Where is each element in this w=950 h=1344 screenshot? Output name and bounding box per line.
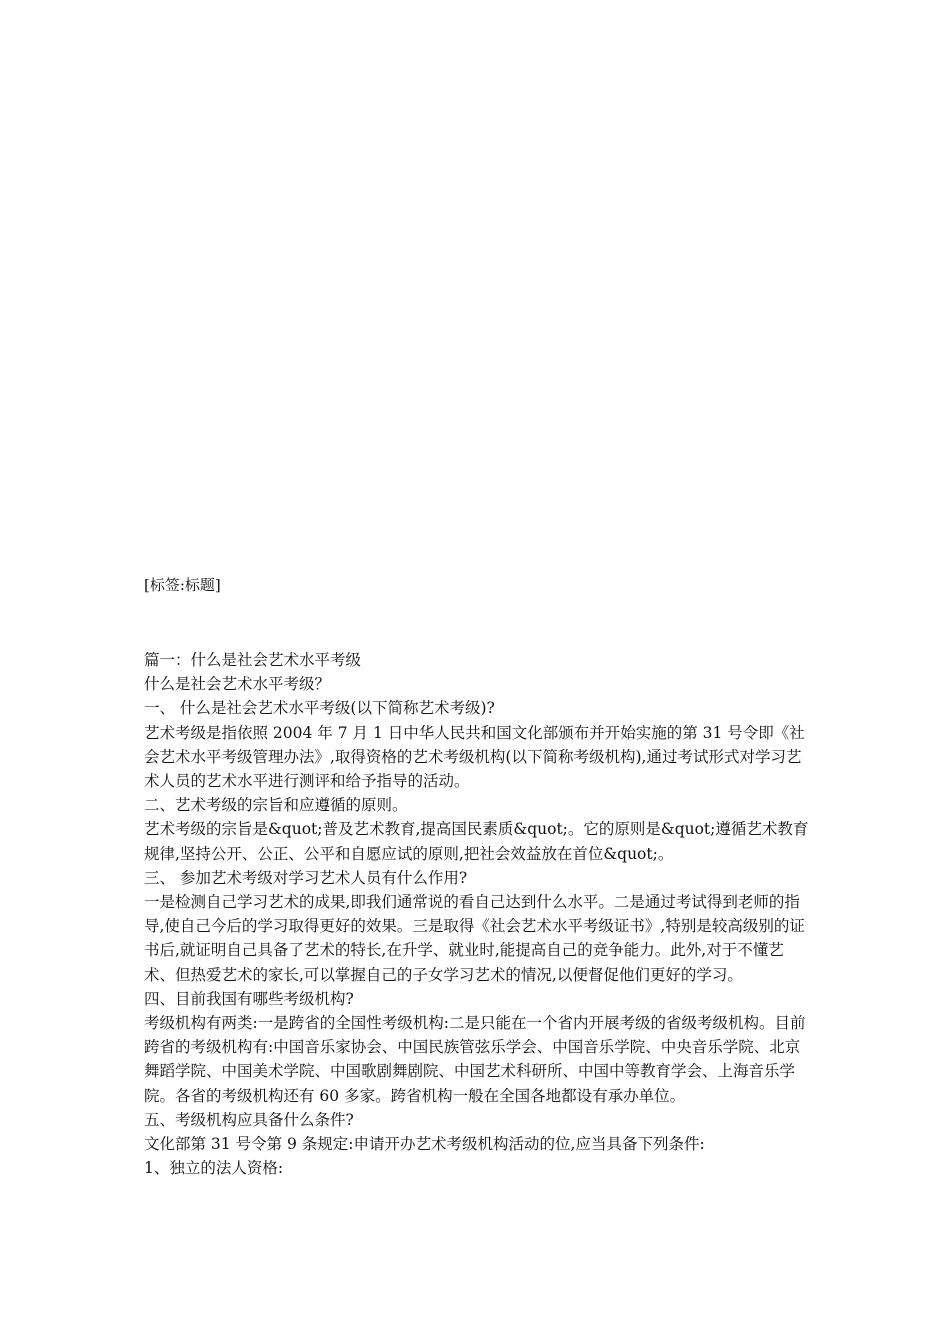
- paragraph-2: 艺术考级的宗旨是&quot;普及艺术教育,提高国民素质&quot;。它的原则是&quot;遵循艺术教育规律,坚持公开、公正、公平和自愿应试的原则,把社会效益放在首位&quot;。: [144, 820, 809, 863]
- article-subtitle: 什么是社会艺术水平考级？: [144, 675, 331, 694]
- section-heading-3: 三、 参加艺术考级对学习艺术人员有什么作用?: [144, 868, 468, 887]
- section-heading-4: 四、目前我国有哪些考级机构?: [144, 989, 354, 1008]
- paragraph-1: 艺术考级是指依照 2004 年 7 月 1 日中华人民共和国文化部颁布并开始实施的第 31 号令即《社会艺术水平考级管理办法》,取得资格的艺术考级机构(以下简称考级机构),通过考试形式对学习艺术人员的艺术水平进行测评和给予指导的活动。: [144, 723, 805, 791]
- paragraph-4: 考级机构有两类:一是跨省的全国性考级机构:二是只能在一个省内开展考级的省级考级机构。目前跨省的考级机构有:中国音乐家协会、中国民族管弦乐学会、中国音乐学院、中央音乐学院、北京舞蹈学院、中国美术学院、中国歌剧舞剧院、中国艺术科研所、中国中等教育学会、上海音乐学院。各省的考级机构还有 60 多家。跨省机构一般在全国各地都设有承办单位。: [144, 1014, 806, 1105]
- section-heading-1: 一、 什么是社会艺术水平考级(以下简称艺术考级)?: [144, 699, 495, 718]
- paragraph-5: 文化部第 31 号令第 9 条规定:申请开办艺术考级机构活动的位,应当具备下列条件:: [144, 1135, 705, 1154]
- section-heading-5: 五、考级机构应具备什么条件?: [144, 1110, 354, 1129]
- article-body: [144, 648, 814, 1180]
- section-heading-2: 二、艺术考级的宗旨和应遵循的原则。: [144, 796, 408, 815]
- paragraph-3: 一是检测自己学习艺术的成果,即我们通常说的看自己达到什么水平。二是通过考试得到老师的指导,使自己今后的学习取得更好的效果。三是取得《社会艺术水平考级证书》,特别是较高级别的证书后,就证明自己具备了艺术的特长,在升学、就业时,能提高自己的竞争能力。此外,对于不懂艺术、但热爱艺术的家长,可以掌握自己的子女学习艺术的情况,以便督促他们更好的学习。: [144, 893, 805, 984]
- tag-line: [标签:标题]: [144, 576, 221, 594]
- list-item-1: 1、独立的法人资格:: [144, 1159, 284, 1178]
- article-title: 篇一：什么是社会艺术水平考级: [144, 651, 362, 669]
